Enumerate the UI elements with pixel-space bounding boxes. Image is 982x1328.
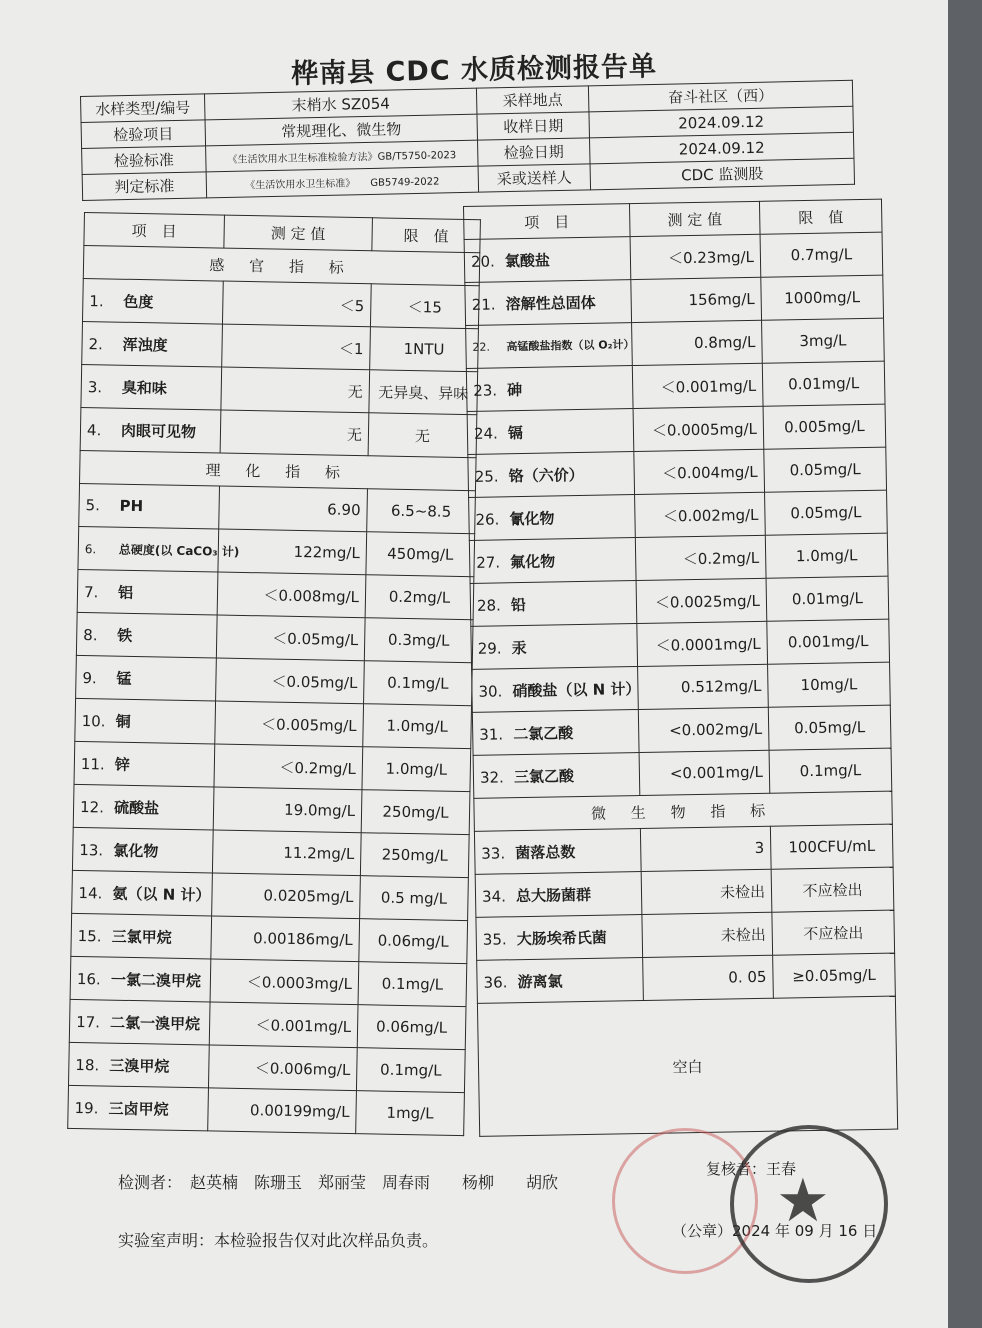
info-label: 检验项目 bbox=[81, 120, 206, 149]
item-number: 31. bbox=[479, 724, 504, 744]
measured-value: 0.8mg/L bbox=[632, 320, 763, 365]
right-results-body bbox=[464, 199, 898, 1136]
item-cell bbox=[74, 741, 215, 787]
item-name: 铜 bbox=[115, 712, 131, 731]
item-cell bbox=[73, 784, 214, 830]
col-limit-header: 限 值 bbox=[759, 199, 882, 234]
col-measured-header: 测 定 值 bbox=[629, 201, 760, 236]
item-cell bbox=[472, 667, 639, 713]
item-number: 3. bbox=[87, 377, 103, 396]
measured-value: 未检出 bbox=[641, 869, 772, 914]
item-cell bbox=[475, 871, 642, 917]
result-row bbox=[72, 827, 469, 877]
item-name: 肉眼可见物 bbox=[120, 421, 197, 441]
limit-value: 6.5~8.5 bbox=[367, 489, 476, 534]
item-number: 26. bbox=[475, 509, 500, 529]
measured-value: ＜0.004mg/L bbox=[634, 449, 765, 494]
limit-value: 不应检出 bbox=[772, 910, 895, 955]
measured-value: ＜0.005mg/L bbox=[215, 701, 364, 747]
item-cell bbox=[82, 321, 223, 367]
item-number: 28. bbox=[476, 595, 501, 615]
info-value: 2024.09.12 bbox=[589, 132, 853, 164]
left-results-body bbox=[68, 213, 481, 1136]
item-number: 10. bbox=[81, 711, 106, 730]
measured-value: ＜0.0005mg/L bbox=[633, 406, 764, 451]
item-number: 34. bbox=[481, 886, 507, 906]
measured-value: 122mg/L bbox=[218, 529, 367, 575]
item-name: 三卤甲烷 bbox=[108, 1099, 169, 1119]
result-row bbox=[467, 404, 886, 454]
item-name: 总硬度(以 CaCO₃ 计) bbox=[118, 542, 240, 559]
measured-value: 0.512mg/L bbox=[638, 664, 769, 709]
item-cell bbox=[72, 827, 213, 873]
limit-value: 1000mg/L bbox=[761, 275, 884, 320]
limit-value: 0.06mg/L bbox=[357, 1005, 466, 1050]
limit-value: ≥0.05mg/L bbox=[773, 953, 896, 998]
col-measured-header: 测 定 值 bbox=[224, 215, 373, 251]
info-value: 2024.09.12 bbox=[589, 106, 853, 138]
item-cell bbox=[70, 956, 211, 1002]
item-name: 铅 bbox=[510, 595, 527, 614]
item-number: 19. bbox=[74, 1098, 99, 1117]
item-number: 24. bbox=[473, 423, 498, 443]
result-row bbox=[73, 784, 470, 834]
item-name: 氯酸盐 bbox=[504, 250, 551, 270]
result-row bbox=[68, 1042, 465, 1092]
item-number: 12. bbox=[79, 797, 105, 816]
item-number: 5. bbox=[85, 496, 101, 515]
result-row bbox=[72, 870, 469, 920]
result-row bbox=[70, 956, 467, 1006]
measured-value: 6.90 bbox=[219, 486, 368, 532]
measured-value: ＜0.0003mg/L bbox=[210, 959, 359, 1005]
col-item-header: 项 目 bbox=[84, 213, 225, 249]
item-name: 汞 bbox=[511, 638, 527, 657]
item-name: 溶解性总固体 bbox=[505, 293, 596, 313]
result-row bbox=[79, 483, 476, 533]
item-cell bbox=[77, 569, 218, 615]
measured-value: ＜0.001mg/L bbox=[632, 363, 763, 408]
result-row bbox=[466, 361, 885, 411]
item-number: 9. bbox=[82, 668, 97, 687]
item-cell bbox=[470, 581, 637, 627]
col-item-header: 项 目 bbox=[464, 204, 631, 240]
result-row bbox=[69, 999, 466, 1049]
item-cell bbox=[468, 452, 635, 498]
item-cell bbox=[469, 538, 636, 584]
item-number: 29. bbox=[477, 638, 502, 658]
item-name: 游离氯 bbox=[517, 971, 563, 991]
measured-value: ＜5 bbox=[222, 281, 371, 327]
item-cell bbox=[75, 698, 216, 744]
limit-value: 0.7mg/L bbox=[760, 232, 883, 277]
result-row bbox=[75, 698, 472, 748]
item-name: 总大肠菌群 bbox=[515, 885, 592, 905]
limit-value: 0.01mg/L bbox=[766, 576, 889, 621]
result-row bbox=[477, 953, 896, 1003]
info-value: CDC 监测股 bbox=[590, 158, 854, 190]
item-name: 镉 bbox=[507, 423, 524, 442]
result-row bbox=[76, 655, 473, 705]
item-number: 1. bbox=[89, 291, 104, 310]
measured-value: <0.002mg/L bbox=[638, 707, 769, 752]
item-cell bbox=[78, 526, 240, 572]
measured-value: 0. 05 bbox=[643, 955, 774, 1000]
measured-value: ＜0.0025mg/L bbox=[636, 578, 767, 623]
limit-value: 不应检出 bbox=[771, 867, 894, 912]
measured-value: ＜0.05mg/L bbox=[216, 615, 365, 661]
item-cell bbox=[76, 655, 217, 701]
measured-value: ＜0.002mg/L bbox=[635, 492, 766, 537]
item-number: 2. bbox=[88, 334, 104, 353]
info-label: 水样类型/编号 bbox=[81, 94, 206, 123]
item-name: 硝酸盐（以 N 计） bbox=[512, 679, 641, 700]
limit-value: 0.2mg/L bbox=[365, 575, 474, 620]
item-name: 氯化物 bbox=[113, 841, 159, 860]
result-row bbox=[472, 662, 891, 712]
item-name: 二氯一溴甲烷 bbox=[109, 1013, 201, 1033]
item-cell bbox=[69, 999, 210, 1045]
item-number: 23. bbox=[473, 380, 498, 400]
item-name: PH bbox=[119, 496, 144, 516]
measured-value: ＜0.23mg/L bbox=[630, 234, 761, 279]
result-row bbox=[468, 447, 887, 497]
item-number: 14. bbox=[78, 883, 103, 902]
item-name: 大肠埃希氏菌 bbox=[516, 928, 607, 948]
star-icon: ★ bbox=[776, 1166, 830, 1236]
result-row bbox=[465, 275, 884, 325]
item-cell bbox=[476, 914, 643, 960]
limit-value: 3mg/L bbox=[762, 318, 885, 363]
result-row bbox=[71, 913, 468, 963]
limit-value: 无 bbox=[368, 413, 477, 458]
item-number: 15. bbox=[77, 926, 102, 945]
item-cell bbox=[80, 407, 221, 453]
limit-value: ＜15 bbox=[370, 284, 479, 329]
measured-value: ＜0.0001mg/L bbox=[637, 621, 768, 666]
limit-value: 0.01mg/L bbox=[762, 361, 885, 406]
measured-value: ＜0.008mg/L bbox=[217, 572, 366, 618]
section-sensory: 感 官 指 标 bbox=[83, 246, 480, 286]
limit-value: 0.5 mg/L bbox=[360, 876, 469, 921]
lab-statement: 实验室声明：本检验报告仅对此次样品负责。 bbox=[118, 1231, 439, 1250]
item-cell bbox=[81, 364, 222, 410]
info-label: 检验标准 bbox=[82, 146, 207, 175]
item-name: 氟化物 bbox=[510, 551, 556, 571]
seal-date: （公章）2024 年 09 月 16 日 bbox=[672, 1222, 878, 1240]
result-row bbox=[473, 748, 892, 798]
item-name: 三氯甲烷 bbox=[111, 927, 172, 947]
item-cell bbox=[465, 280, 632, 326]
right-results-table bbox=[463, 199, 898, 1137]
info-value: 《生活饮用水卫生标准检验方法》GB/T5750-2023 bbox=[206, 140, 478, 172]
item-name: 硫酸盐 bbox=[113, 798, 160, 817]
item-cell bbox=[82, 278, 223, 324]
item-name: 铁 bbox=[117, 626, 133, 645]
result-row bbox=[472, 705, 891, 755]
measured-value: 无 bbox=[220, 410, 369, 456]
item-name: 氰化物 bbox=[509, 508, 555, 528]
measured-value: 0.00186mg/L bbox=[211, 916, 360, 962]
limit-value: 10mg/L bbox=[768, 662, 891, 707]
result-row bbox=[471, 619, 890, 669]
info-label: 采样地点 bbox=[476, 86, 589, 114]
item-cell bbox=[472, 710, 639, 756]
section-micro: 微 生 物 指 标 bbox=[474, 791, 893, 831]
measured-value: 无 bbox=[221, 367, 370, 413]
measured-value: <0.001mg/L bbox=[639, 750, 770, 795]
item-name: 色度 bbox=[123, 292, 154, 311]
measured-value: ＜0.2mg/L bbox=[214, 744, 363, 790]
measured-value: ＜0.05mg/L bbox=[216, 658, 365, 704]
item-cell bbox=[474, 828, 641, 874]
item-cell bbox=[72, 870, 213, 916]
item-number: 21. bbox=[471, 294, 496, 314]
item-cell bbox=[473, 753, 640, 799]
limit-value: 1.0mg/L bbox=[363, 704, 472, 749]
limit-value: 100CFU/mL bbox=[770, 824, 893, 869]
item-number: 8. bbox=[83, 625, 98, 644]
info-label: 判定标准 bbox=[82, 172, 207, 201]
item-name: 三氯乙酸 bbox=[513, 766, 575, 786]
limit-value: 1NTU bbox=[370, 327, 479, 372]
inspectors-line: 检测者： 赵英楠 陈珊玉 郑丽莹 周春雨 杨柳 胡欣 bbox=[118, 1173, 559, 1192]
item-cell bbox=[469, 495, 636, 541]
item-number: 33. bbox=[481, 843, 506, 863]
limit-value: 0.1mg/L bbox=[769, 748, 892, 793]
item-number: 25. bbox=[474, 466, 499, 486]
limit-value: 0.3mg/L bbox=[364, 618, 473, 663]
measured-value: 156mg/L bbox=[631, 277, 762, 322]
item-cell bbox=[79, 483, 220, 529]
item-number: 17. bbox=[75, 1012, 101, 1031]
limit-value: 0.001mg/L bbox=[767, 619, 890, 664]
info-value: 末梢水 SZ054 bbox=[204, 88, 476, 120]
item-number: 4. bbox=[86, 420, 102, 439]
limit-value: 0.1mg/L bbox=[364, 661, 473, 706]
result-row bbox=[470, 576, 889, 626]
item-number: 30. bbox=[478, 681, 503, 701]
item-number: 6. bbox=[84, 541, 97, 556]
item-name: 一氯二溴甲烷 bbox=[110, 970, 202, 990]
info-value: 奋斗社区（西） bbox=[588, 80, 852, 112]
item-number: 36. bbox=[483, 972, 508, 992]
blank-row bbox=[477, 996, 897, 1136]
limit-value: 1.0mg/L bbox=[765, 533, 888, 578]
item-name: 菌落总数 bbox=[515, 842, 576, 862]
col-limit-header: 限 值 bbox=[372, 218, 481, 253]
reviewer-line: 复核者：王春 bbox=[706, 1160, 797, 1178]
measured-value: ＜0.006mg/L bbox=[208, 1045, 357, 1091]
item-number: 35. bbox=[482, 929, 507, 949]
result-row bbox=[475, 867, 894, 917]
result-row bbox=[68, 1085, 465, 1135]
measured-value: ＜1 bbox=[222, 324, 371, 370]
item-name: 铬（六价） bbox=[508, 465, 584, 485]
limit-value: 0.1mg/L bbox=[356, 1048, 465, 1093]
limit-value: 0.06mg/L bbox=[359, 919, 468, 964]
result-row bbox=[74, 741, 471, 791]
result-row bbox=[474, 824, 893, 874]
item-number: 27. bbox=[476, 552, 501, 572]
item-cell bbox=[467, 409, 634, 455]
item-cell bbox=[71, 913, 212, 959]
measured-value: 19.0mg/L bbox=[213, 787, 362, 833]
info-label: 收样日期 bbox=[477, 112, 590, 140]
measured-value: ＜0.2mg/L bbox=[635, 535, 766, 580]
limit-value: 0.1mg/L bbox=[358, 962, 467, 1007]
measured-value: 11.2mg/L bbox=[212, 830, 361, 876]
left-results-table bbox=[67, 212, 481, 1136]
sample-info-table bbox=[80, 80, 855, 201]
item-name: 浑浊度 bbox=[122, 335, 168, 355]
section-physchem: 理 化 指 标 bbox=[80, 450, 477, 490]
item-number: 18. bbox=[75, 1055, 100, 1074]
limit-value: 250mg/L bbox=[360, 833, 469, 878]
item-number: 22. bbox=[472, 340, 491, 354]
item-cell bbox=[471, 624, 638, 670]
info-label: 检验日期 bbox=[478, 138, 591, 166]
item-cell bbox=[68, 1085, 209, 1131]
item-number: 20. bbox=[470, 251, 495, 271]
result-row bbox=[469, 533, 888, 583]
result-row bbox=[82, 278, 479, 328]
item-number: 13. bbox=[79, 840, 104, 859]
item-number: 16. bbox=[76, 969, 101, 988]
item-cell bbox=[466, 323, 633, 369]
measured-value: 未检出 bbox=[642, 912, 773, 957]
result-row bbox=[464, 232, 883, 282]
limit-value: 无异臭、异味 bbox=[369, 370, 478, 415]
item-number: 7. bbox=[83, 582, 99, 601]
item-number: 32. bbox=[479, 767, 504, 787]
result-row bbox=[466, 318, 885, 368]
result-row bbox=[82, 321, 479, 371]
measured-value: 3 bbox=[640, 826, 771, 871]
result-row bbox=[469, 490, 888, 540]
result-row bbox=[76, 612, 473, 662]
limit-value: 250mg/L bbox=[361, 790, 470, 835]
limit-value: 0.005mg/L bbox=[763, 404, 886, 449]
item-name: 高锰酸盐指数（以 O₂计） bbox=[506, 338, 635, 354]
item-name: 铝 bbox=[117, 583, 134, 602]
info-value: 常规理化、微生物 bbox=[205, 114, 477, 146]
item-cell bbox=[464, 237, 631, 283]
item-number: 11. bbox=[80, 754, 105, 773]
official-seal bbox=[730, 1125, 888, 1283]
result-row bbox=[77, 569, 474, 619]
item-cell bbox=[68, 1042, 209, 1088]
limit-value: 0.05mg/L bbox=[764, 447, 887, 492]
item-cell bbox=[477, 957, 644, 1003]
item-name: 臭和味 bbox=[121, 378, 167, 398]
measured-value: 0.00199mg/L bbox=[208, 1088, 357, 1134]
item-name: 氨（以 N 计） bbox=[112, 884, 211, 904]
item-name: 砷 bbox=[507, 380, 523, 399]
item-name: 三溴甲烷 bbox=[109, 1056, 170, 1076]
blank-cell: 空白 bbox=[477, 996, 897, 1136]
limit-value: 0.05mg/L bbox=[768, 705, 891, 750]
limit-value: 0.05mg/L bbox=[765, 490, 888, 535]
measured-value: 0.0205mg/L bbox=[212, 873, 361, 919]
page-title: 桦南县 CDC 水质检测报告单 bbox=[290, 51, 658, 90]
info-label: 采或送样人 bbox=[478, 164, 591, 192]
info-value: 《生活饮用水卫生标准》 GB5749-2022 bbox=[206, 166, 478, 198]
item-name: 锰 bbox=[116, 669, 132, 688]
result-row bbox=[80, 407, 477, 457]
item-name: 二氯乙酸 bbox=[513, 723, 574, 743]
measured-value: ＜0.001mg/L bbox=[209, 1002, 358, 1048]
result-row bbox=[78, 526, 475, 576]
item-cell bbox=[466, 366, 633, 412]
limit-value: 1.0mg/L bbox=[362, 747, 471, 792]
limit-value: 450mg/L bbox=[366, 532, 475, 577]
result-row bbox=[476, 910, 895, 960]
result-row bbox=[81, 364, 478, 414]
item-name: 锌 bbox=[114, 755, 131, 774]
limit-value: 1mg/L bbox=[356, 1091, 465, 1136]
item-cell bbox=[76, 612, 217, 658]
